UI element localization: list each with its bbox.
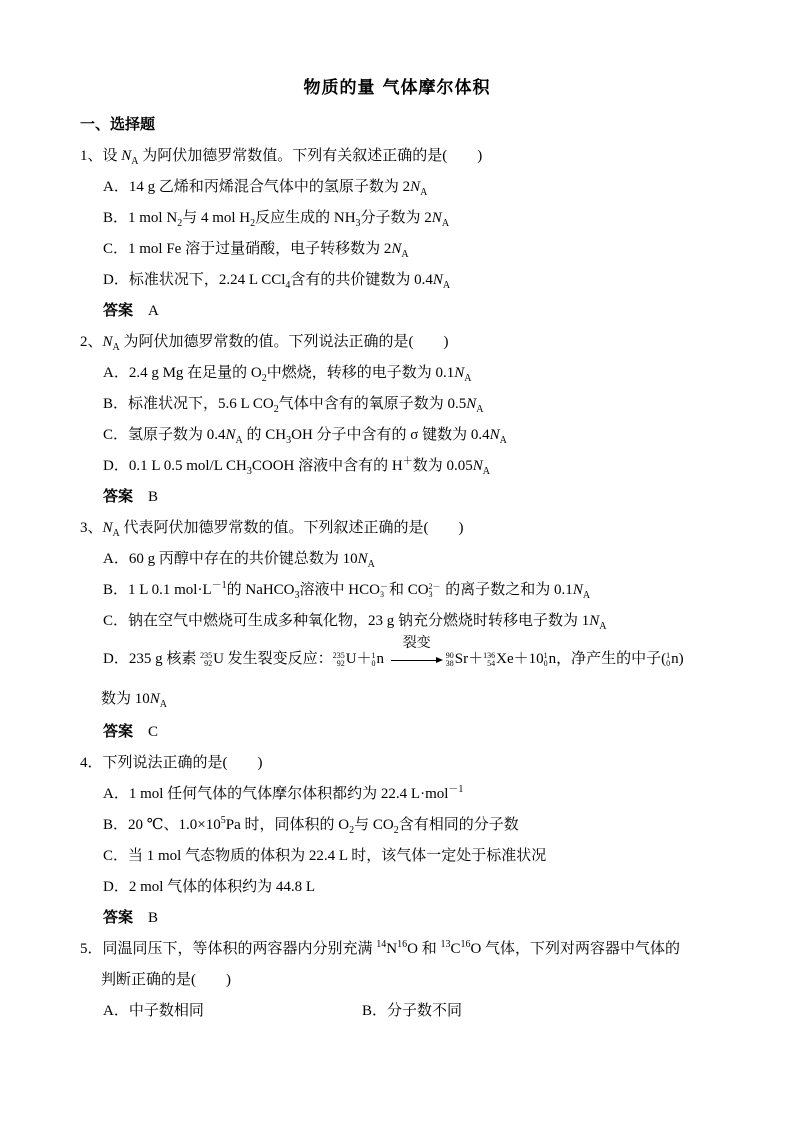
text-run: B — [133, 489, 159, 505]
question-3-option-b — [0, 575, 794, 606]
text-run: N — [386, 941, 398, 957]
text-run: 为阿伏加德罗常数的值。下列说法正确的是( ) — [119, 334, 449, 350]
question-2-option-b — [0, 389, 794, 420]
question-2-answer — [0, 482, 794, 513]
italic-symbol: N — [466, 396, 477, 412]
nuclide-scripts — [544, 652, 548, 668]
text-run: C．1 mol Fe 溶于过量硝酸，电子转移数为 2 — [103, 241, 392, 257]
subscript: A — [441, 218, 450, 229]
text-run: C — [450, 941, 461, 957]
question-4-answer — [0, 903, 794, 934]
superscript: 5 — [220, 815, 226, 826]
question-1-option-b — [0, 203, 794, 234]
italic-symbol: N — [472, 458, 483, 474]
question-4-stem — [0, 748, 794, 779]
question-3-stem — [0, 513, 794, 544]
question-2-option-c — [0, 420, 794, 451]
question-5-options-row — [0, 996, 794, 1027]
answer-label: 答案 — [103, 910, 134, 926]
text-run: B．分子数不同 — [362, 1003, 463, 1019]
text-run: B．标准状况下，5.6 L CO — [103, 396, 274, 412]
text-run: 2、 — [80, 334, 103, 350]
italic-symbol: N — [102, 334, 113, 350]
answer-label: 答案 — [103, 303, 134, 319]
text-run: C．氢原子数为 0.4 — [103, 427, 226, 443]
text-run: A．2.4 g Mg 在足量的 O — [103, 365, 262, 381]
answer-label: 答案 — [103, 489, 134, 505]
question-5 — [0, 934, 794, 1027]
mass-number: 1 — [666, 650, 671, 660]
text-run: n — [376, 651, 388, 667]
atomic-number: 0 — [371, 658, 376, 668]
subscript: A — [482, 466, 490, 477]
mass-number: 90 — [445, 650, 454, 660]
subscript: A — [442, 280, 451, 291]
text-run: U＋ — [345, 651, 372, 667]
ion-scripts — [380, 583, 388, 599]
document-content — [0, 72, 794, 1027]
subscript: 2 — [393, 825, 399, 836]
text-run: 的 CH — [242, 427, 287, 443]
italic-symbol: N — [149, 691, 160, 707]
text-run: 反应生成的 NH — [255, 210, 356, 226]
italic-symbol: N — [410, 179, 421, 195]
superscript: 13 — [440, 939, 451, 950]
text-run: n，净产生的中子( — [548, 651, 667, 667]
text-run: 与 CO — [354, 817, 394, 833]
text-run: 3、 — [80, 520, 103, 536]
question-4-option-d — [0, 872, 794, 903]
reaction-arrow — [391, 635, 443, 668]
subscript: 2 — [250, 218, 256, 229]
superscript: －1 — [211, 580, 227, 591]
nuclide-scripts — [333, 652, 345, 668]
text-run: 含有相同的分子数 — [398, 817, 519, 833]
text-run: Pa 时，同体积的 O — [225, 817, 350, 833]
question-4 — [0, 748, 794, 934]
text-run: 1、设 — [80, 148, 122, 164]
atomic-number: 0 — [666, 658, 671, 668]
text-run: A．1 mol 任何气体的气体摩尔体积都约为 22.4 L·mol — [103, 786, 449, 802]
superscript: －1 — [448, 784, 464, 795]
subscript: A — [401, 249, 409, 260]
subscript: A — [112, 342, 120, 353]
text-run: Xe＋10 — [496, 651, 544, 667]
superscript: 14 — [376, 939, 387, 950]
subscript: A — [599, 621, 607, 632]
question-5-stem — [0, 934, 794, 965]
question-1-stem — [0, 141, 794, 172]
text-run: D．0.1 L 0.5 mol/L CH — [103, 458, 247, 474]
question-2 — [0, 327, 794, 513]
subscript: 3 — [246, 466, 252, 477]
atomic-number: 92 — [336, 658, 345, 668]
italic-symbol: N — [454, 365, 465, 381]
nuclide-scripts — [666, 652, 670, 668]
nuclide-scripts — [483, 652, 495, 668]
text-run: U 发生裂变反应： — [213, 651, 333, 667]
italic-symbol: N — [489, 427, 500, 443]
text-run: D．标准状况下，2.24 L CCl — [103, 272, 286, 288]
subscript: A — [131, 156, 139, 167]
subscript: A — [420, 187, 428, 198]
question-1-option-a — [0, 172, 794, 203]
question-5-continuation — [0, 965, 794, 996]
subscript: 3 — [355, 218, 361, 229]
text-run: 数为 10 — [101, 691, 150, 707]
italic-symbol: N — [225, 427, 236, 443]
italic-symbol: N — [391, 241, 402, 257]
question-4-option-b — [0, 810, 794, 841]
subscript: A — [159, 699, 168, 710]
italic-symbol: N — [357, 551, 368, 567]
text-run: A．14 g 乙烯和丙烯混合气体中的氢原子数为 2 — [103, 179, 411, 195]
reaction-condition: 裂变 — [402, 635, 431, 651]
question-3 — [0, 513, 794, 748]
question-1-answer — [0, 296, 794, 327]
page-title: 物质的量 气体摩尔体积 — [303, 78, 491, 98]
question-3-continuation — [0, 682, 794, 717]
text-run: C．当 1 mol 气态物质的体积为 22.4 L 时，该气体一定处于标准状况 — [103, 848, 547, 864]
italic-symbol: N — [432, 272, 443, 288]
superscript: 16 — [460, 939, 471, 950]
atomic-number: 0 — [543, 658, 548, 668]
text-run: 4．下列说法正确的是( ) — [80, 755, 263, 771]
text-run: 含有的共价键数为 0.4 — [290, 272, 433, 288]
text-run: A — [133, 303, 159, 319]
ion-subscript: 3 — [379, 589, 384, 599]
ion-scripts — [429, 583, 441, 599]
mass-number: 235 — [200, 650, 213, 660]
mass-number: 1 — [543, 650, 548, 660]
text-run: O 和 — [407, 941, 441, 957]
italic-symbol: N — [589, 613, 600, 629]
mass-number: 136 — [483, 650, 496, 660]
section-heading: 一、选择题 — [80, 117, 156, 133]
atomic-number: 92 — [204, 658, 213, 668]
subscript: 4 — [285, 280, 291, 291]
text-run: 和 CO — [388, 582, 429, 598]
subscript: A — [367, 559, 375, 570]
text-run: 数为 0.05 — [412, 458, 473, 474]
mass-number: 235 — [332, 650, 345, 660]
option-column — [362, 996, 621, 1027]
text-run: 中燃烧，转移的电子数为 0.1 — [266, 365, 455, 381]
subscript: 2 — [273, 404, 279, 415]
question-3-option-c — [0, 606, 794, 637]
question-1-option-c — [0, 234, 794, 265]
nuclide-scripts — [200, 652, 212, 668]
subscript: A — [235, 435, 243, 446]
text-run: A．中子数相同 — [103, 1003, 204, 1019]
text-run: n) — [671, 651, 684, 667]
italic-symbol: N — [572, 582, 583, 598]
question-4-option-c — [0, 841, 794, 872]
atomic-number: 38 — [445, 658, 454, 668]
italic-symbol: N — [431, 210, 442, 226]
question-3-option-a — [0, 544, 794, 575]
text-run: 5．同温同压下，等体积的两容器内分别充满 — [80, 941, 377, 957]
subscript: A — [499, 435, 507, 446]
superscript: 16 — [397, 939, 408, 950]
question-1-option-d — [0, 265, 794, 296]
italic-symbol: N — [102, 520, 113, 536]
question-list — [0, 141, 794, 1027]
text-run: B — [133, 910, 159, 926]
option-column — [103, 996, 362, 1027]
subscript: A — [464, 373, 472, 384]
text-run: 分子数为 2 — [360, 210, 432, 226]
ion-charge: － — [379, 581, 388, 591]
arrowhead-icon — [436, 657, 443, 663]
mass-number: 1 — [371, 650, 376, 660]
subscript: 2 — [261, 373, 267, 384]
text-run: 为阿伏加德罗常数值。下列有关叙述正确的是( ) — [138, 148, 483, 164]
superscript: ＋ — [402, 456, 413, 467]
text-run: 代表阿伏加德罗常数的值。下列叙述正确的是( ) — [119, 520, 464, 536]
text-run: D．235 g 核素 — [103, 651, 201, 667]
text-run: 气体中含有的氧原子数为 0.5 — [278, 396, 467, 412]
text-run: 的离子数之和为 0.1 — [441, 582, 573, 598]
subscript: 2 — [177, 218, 183, 229]
text-run: D．2 mol 气体的体积约为 44.8 L — [103, 879, 316, 895]
question-1 — [0, 141, 794, 327]
text-run: 与 4 mol H — [182, 210, 251, 226]
question-3-option-d — [0, 637, 794, 682]
question-2-option-d — [0, 451, 794, 482]
text-run: B．1 L 0.1 mol·L — [103, 582, 212, 598]
atomic-number: 54 — [487, 658, 496, 668]
text-run: 判断正确的是( ) — [101, 972, 231, 988]
text-run: O 气体，下列对两容器中气体的 — [470, 941, 681, 957]
text-run: A．60 g 丙醇中存在的共价键总数为 10 — [103, 551, 358, 567]
text-run: B．1 mol N — [103, 210, 178, 226]
subscript: A — [582, 590, 591, 601]
italic-symbol: N — [121, 148, 132, 164]
text-run: B．20 ℃、1.0×10 — [103, 817, 221, 833]
text-run: Sr＋ — [454, 651, 484, 667]
subscript: 2 — [349, 825, 355, 836]
text-run: C．钠在空气中燃烧可生成多种氧化物，23 g 钠充分燃烧时转移电子数为 1 — [103, 613, 590, 629]
question-3-answer — [0, 717, 794, 748]
subscript: A — [112, 528, 120, 539]
text-run: COOH 溶液中含有的 H — [251, 458, 403, 474]
question-2-stem — [0, 327, 794, 358]
subscript: 3 — [286, 435, 292, 446]
answer-label: 答案 — [103, 724, 134, 740]
ion-charge: 2－ — [428, 581, 441, 591]
question-4-option-a — [0, 779, 794, 810]
subscript: 3 — [294, 590, 300, 601]
text-run: OH 分子中含有的 σ 键数为 0.4 — [291, 427, 490, 443]
ion-subscript: 3 — [428, 589, 433, 599]
text-run: 的 NaHCO — [226, 582, 295, 598]
subscript: A — [476, 404, 484, 415]
text-run: 溶液中 HCO — [299, 582, 380, 598]
nuclide-scripts — [446, 652, 454, 668]
nuclide-scripts — [372, 652, 376, 668]
question-2-option-a — [0, 358, 794, 389]
text-run: C — [133, 724, 159, 740]
arrow-line — [391, 660, 437, 661]
